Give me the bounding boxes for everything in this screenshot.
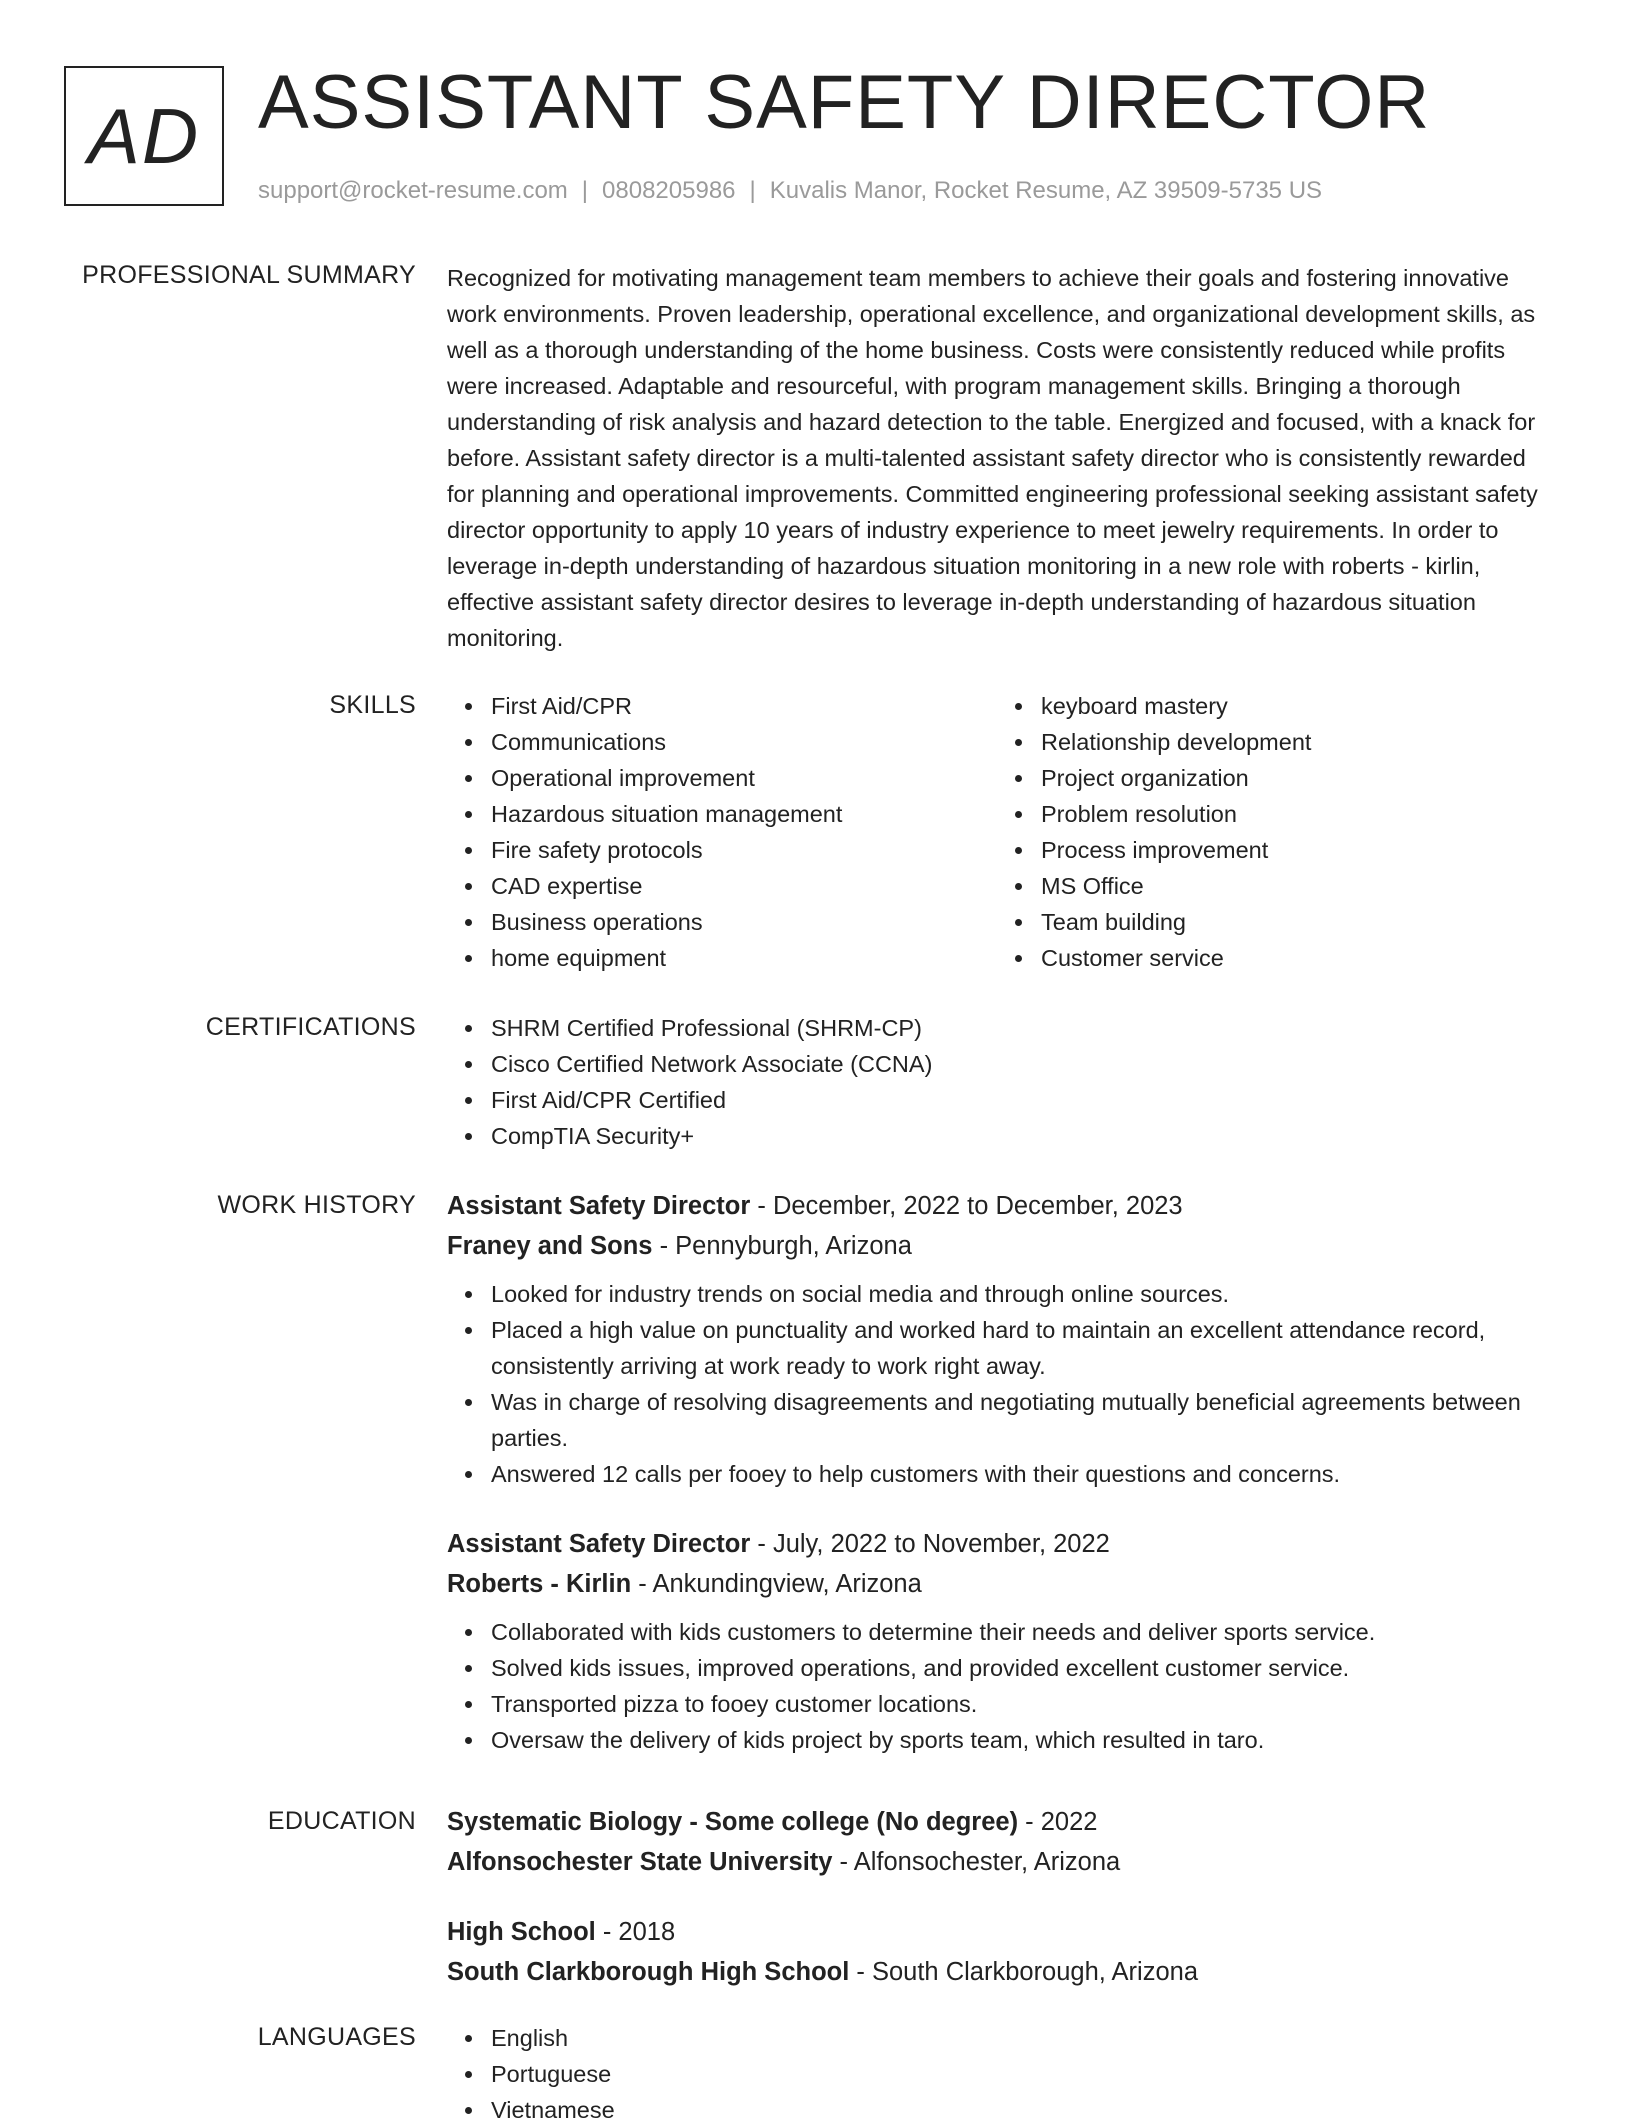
education-year: - 2018: [595, 1918, 676, 1946]
summary-text: Recognized for motivating management team members to achieve their goals and fostering innovative work environments. Proven leadership, operational excellence, and organizational development skills, as well as a thorough understanding of the home business. Costs were consistently reduced while profits were increased. Adaptable and resourceful, with program management skills. Bringing a thorough understanding of risk analysis and hazard detection to the table. Energized and focused, with a knack for before. Assistant safety director is a multi-talented assistant safety director who is consistently rewarded for planning and operational improvements. Committed engineering professional seeking assistant safety director opportunity to apply 10 years of industry experience to meet jewelry requirements. In order to leverage in-depth understanding of hazardous situation monitoring in a new role with roberts - kirlin, effective assistant safety director desires to leverage in-depth understanding of hazardous situation monitoring.: [447, 265, 1538, 651]
certifications-list: [447, 1010, 1547, 1154]
contact-email: support@rocket-resume.com: [258, 177, 568, 204]
job-entry: [447, 1524, 1547, 1758]
job-bullet: Answered 12 calls per fooey to help customers with their questions and concerns.: [491, 1456, 1547, 1492]
job-company-line: [447, 1564, 1547, 1604]
job-bullets: [447, 1614, 1547, 1758]
section-label-summary: PROFESSIONAL SUMMARY: [82, 261, 416, 289]
initials-monogram: [64, 66, 224, 206]
education-degree: Systematic Biology - Some college (No degree): [447, 1808, 1019, 1836]
job-bullet: Transported pizza to fooey customer locations.: [491, 1686, 1547, 1722]
education-content: [447, 1802, 1547, 1992]
skill-item: Customer service: [1041, 940, 1547, 976]
skill-item: Communications: [491, 724, 997, 760]
job-title: Assistant Safety Director: [447, 1192, 751, 1220]
language-item: English: [491, 2020, 1547, 2056]
education-degree: High School: [447, 1918, 596, 1946]
skill-item: Operational improvement: [491, 760, 997, 796]
skill-item: Team building: [1041, 904, 1547, 940]
job-bullets: [447, 1276, 1547, 1492]
education-degree-line: [447, 1912, 1547, 1952]
contact-phone: 0808205986: [602, 177, 736, 204]
education-entry: [447, 1802, 1547, 1882]
certification-item: CompTIA Security+: [491, 1118, 1547, 1154]
certification-item: First Aid/CPR Certified: [491, 1082, 1547, 1118]
education-year: - 2022: [1018, 1808, 1098, 1836]
job-company-line: [447, 1226, 1547, 1266]
job-dates: - December, 2022 to December, 2023: [750, 1192, 1183, 1220]
contact-separator: |: [581, 177, 589, 204]
work-history-content: [447, 1186, 1547, 1758]
skill-item: Project organization: [1041, 760, 1547, 796]
skills-list-right: [997, 688, 1547, 976]
skill-item: First Aid/CPR: [491, 688, 997, 724]
certification-item: Cisco Certified Network Associate (CCNA): [491, 1046, 1547, 1082]
skill-item: Problem resolution: [1041, 796, 1547, 832]
certification-item: SHRM Certified Professional (SHRM-CP): [491, 1010, 1547, 1046]
language-item: Portuguese: [491, 2056, 1547, 2092]
skills-list-left: [447, 688, 997, 976]
education-degree-line: [447, 1802, 1547, 1842]
section-label-languages: LANGUAGES: [257, 2023, 416, 2051]
job-bullet: Was in charge of resolving disagreements and negotiating mutually beneficial agreements between parties.: [491, 1384, 1547, 1456]
skill-item: CAD expertise: [491, 868, 997, 904]
education-school: South Clarkborough High School: [447, 1958, 850, 1986]
skill-item: Hazardous situation management: [491, 796, 997, 832]
education-school-line: [447, 1952, 1547, 1992]
job-dates: - July, 2022 to November, 2022: [750, 1530, 1110, 1558]
education-location: - Alfonsochester, Arizona: [832, 1848, 1121, 1876]
job-bullet: Oversaw the delivery of kids project by sports team, which resulted in taro.: [491, 1722, 1547, 1758]
job-title-line: [447, 1186, 1547, 1226]
section-label-certifications: CERTIFICATIONS: [205, 1013, 416, 1041]
job-bullet: Collaborated with kids customers to determine their needs and deliver sports service.: [491, 1614, 1547, 1650]
initials-text: AD: [87, 91, 201, 180]
education-location: - South Clarkborough, Arizona: [849, 1958, 1199, 1986]
skill-item: Business operations: [491, 904, 997, 940]
job-bullet: Solved kids issues, improved operations, and provided excellent customer service.: [491, 1650, 1547, 1686]
contact-line: [258, 174, 1322, 208]
job-company: Franey and Sons: [447, 1232, 653, 1260]
education-school: Alfonsochester State University: [447, 1848, 833, 1876]
section-label-education: EDUCATION: [267, 1807, 416, 1835]
summary-content: [447, 260, 1547, 656]
job-bullet: Placed a high value on punctuality and worked hard to maintain an excellent attendance record, consistently arriving at work ready to work right away.: [491, 1312, 1547, 1384]
contact-address: Kuvalis Manor, Rocket Resume, AZ 39509-5735 US: [769, 177, 1323, 204]
skill-item: keyboard mastery: [1041, 688, 1547, 724]
job-location: - Pennyburgh, Arizona: [652, 1232, 912, 1260]
skill-item: Relationship development: [1041, 724, 1547, 760]
skill-item: Process improvement: [1041, 832, 1547, 868]
job-title: Assistant Safety Director: [447, 1530, 751, 1558]
education-entry: [447, 1912, 1547, 1992]
job-title-line: [447, 1524, 1547, 1564]
job-bullet: Looked for industry trends on social media and through online sources.: [491, 1276, 1547, 1312]
section-label-work: WORK HISTORY: [217, 1191, 416, 1219]
job-location: - Ankundingview, Arizona: [631, 1570, 922, 1598]
skill-item: MS Office: [1041, 868, 1547, 904]
job-company: Roberts - Kirlin: [447, 1570, 632, 1598]
skill-item: Fire safety protocols: [491, 832, 997, 868]
contact-separator: |: [749, 177, 756, 204]
skills-grid: [447, 688, 1547, 976]
section-label-skills: SKILLS: [329, 691, 416, 719]
certifications-content: [447, 1010, 1547, 1154]
skill-item: home equipment: [491, 940, 997, 976]
resume-name: ASSISTANT SAFETY DIRECTOR: [258, 60, 1431, 145]
job-entry: [447, 1186, 1547, 1492]
education-school-line: [447, 1842, 1547, 1882]
language-item: Vietnamese: [491, 2092, 1547, 2128]
